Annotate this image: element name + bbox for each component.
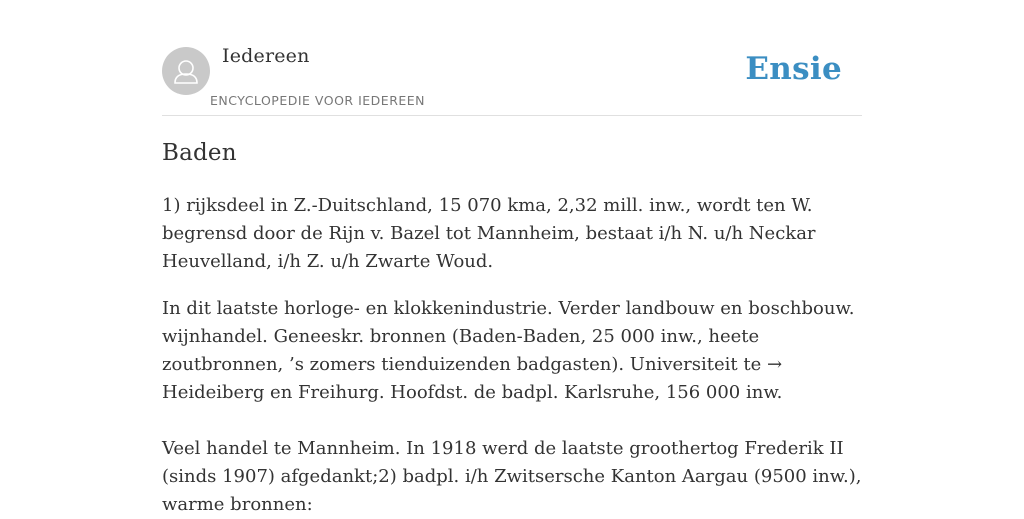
user-icon (162, 47, 210, 95)
page-container (162, 0, 862, 515)
avatar[interactable] (162, 47, 210, 95)
article-title: Baden (162, 140, 237, 166)
brand-logo[interactable]: Ensie (745, 51, 842, 87)
article-paragraph: Veel handel te Mannheim. In 1918 werd de laatste groothertog Frederik II (sinds 1907) afgedankt;2) badpl. i/h Zwitsersche Kanton Aargau (9500 inw.), warme bronnen: (162, 438, 862, 515)
author-name[interactable]: Iedereen (222, 45, 310, 67)
site-subtitle: ENCYCLOPEDIE VOOR IEDEREEN (210, 93, 426, 108)
header (162, 0, 862, 116)
article-paragraph: In dit laatste horloge- en klokkenindustrie. Verder landbouw en boschbouw. wijnhandel. Geneeskr. bronnen (Baden-Baden, 25 000 inw., heete zoutbronnen, ’s zomers tienduizenden badgasten). Universiteit te → Heideiberg en Freihurg. Hoofdst. de badpl. Karlsruhe, 156 000 inw. (162, 298, 855, 403)
article-paragraph: 1) rijksdeel in Z.-Duitschland, 15 070 kma, 2,32 mill. inw., wordt ten W. begrensd door de Rijn v. Bazel tot Mannheim, bestaat i/h N. u/h Neckar Heuvelland, i/h Z. u/h Zwarte Woud. (162, 195, 816, 272)
